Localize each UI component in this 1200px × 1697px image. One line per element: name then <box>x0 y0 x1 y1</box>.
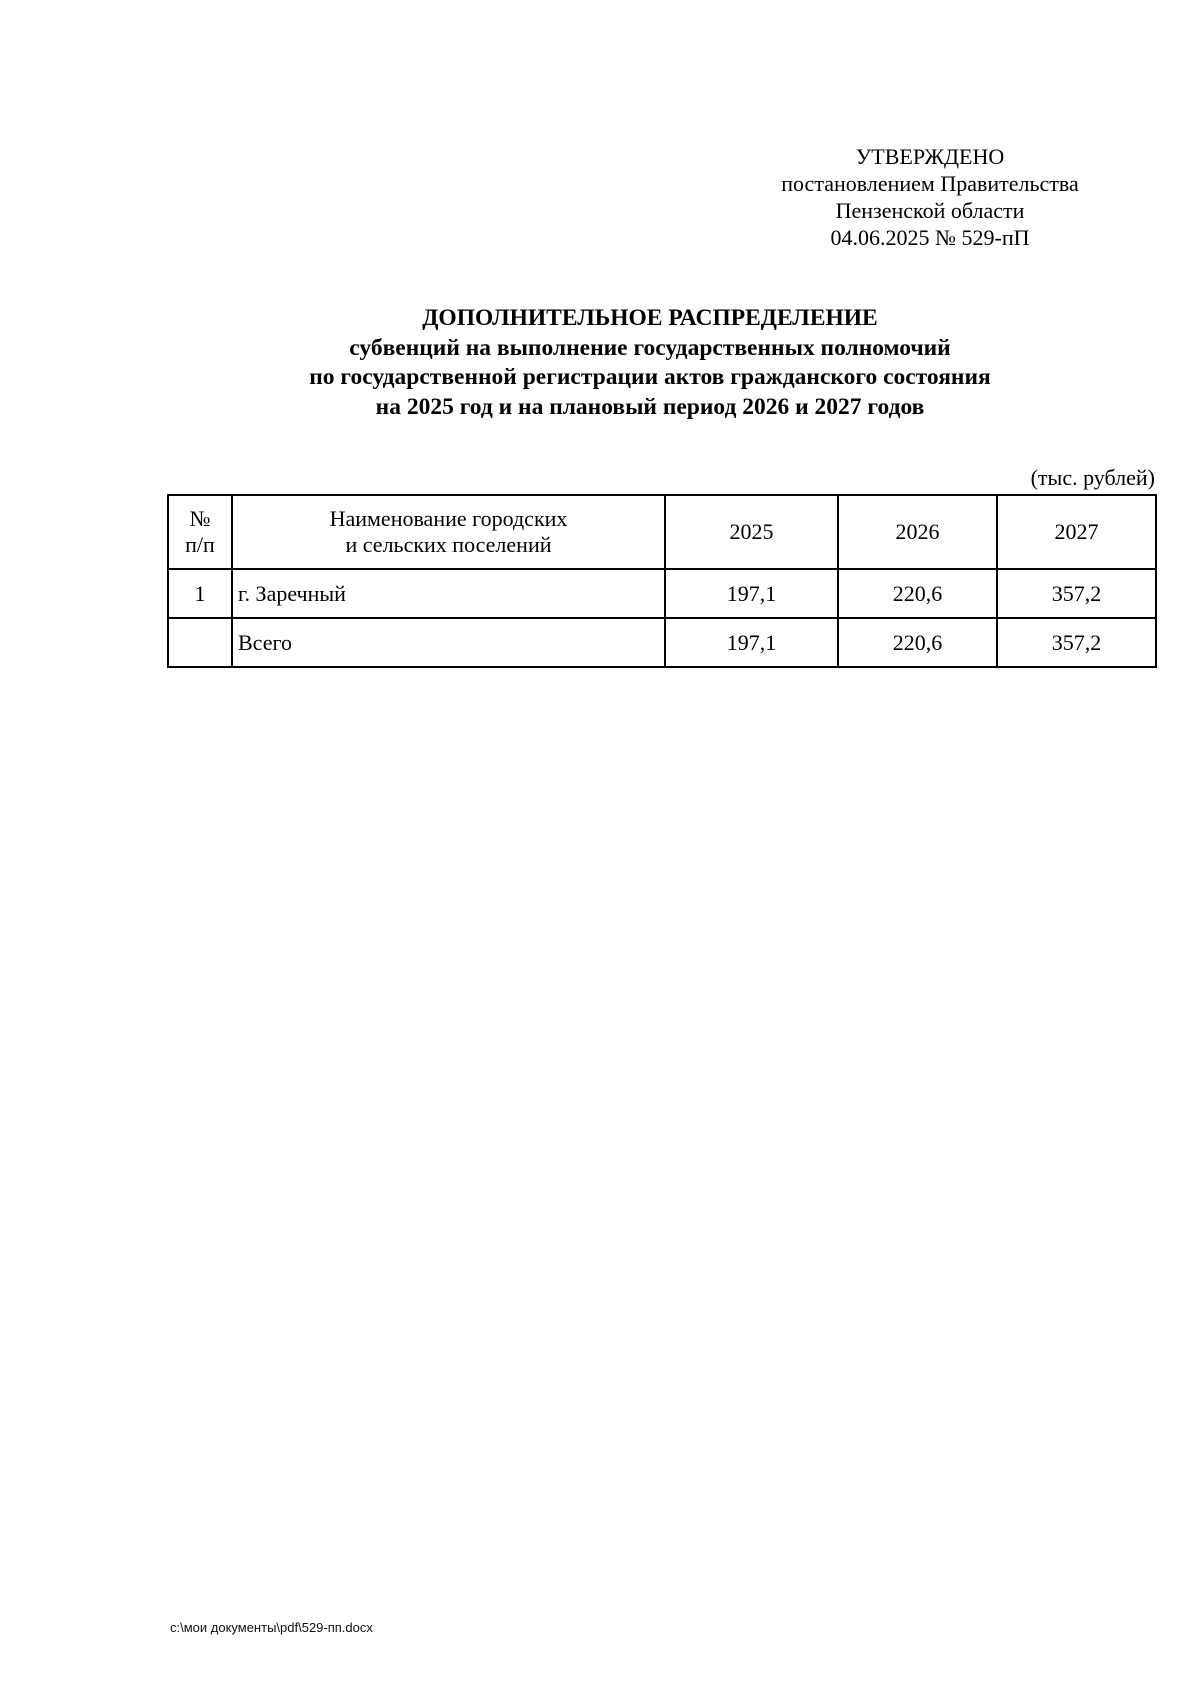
row-value-2026: 220,6 <box>838 618 997 667</box>
header-2027: 2027 <box>997 495 1156 569</box>
table-row <box>168 569 1156 618</box>
header-number: № п/п <box>168 495 232 569</box>
title-line: на 2025 год и на плановый период 2026 и 2027 годов <box>375 393 925 420</box>
approval-stamp <box>760 143 1100 251</box>
title-line: по государственной регистрации актов гражданского состояния <box>309 364 991 390</box>
header-2026: 2026 <box>838 495 997 569</box>
footer-file-path: c:\мои документы\pdf\529-пп.docx <box>170 1620 373 1635</box>
title-line: ДОПОЛНИТЕЛЬНОЕ РАСПРЕДЕЛЕНИЕ <box>422 305 878 331</box>
document-title <box>160 304 1140 422</box>
row-name: г. Заречный <box>232 569 665 618</box>
row-value-2025: 197,1 <box>665 569 838 618</box>
row-value-2025: 197,1 <box>665 618 838 667</box>
header-2025: 2025 <box>665 495 838 569</box>
approval-heading: УТВЕРЖДЕНО <box>855 144 1005 169</box>
row-value-2027: 357,2 <box>997 569 1156 618</box>
distribution-table <box>167 494 1157 668</box>
table-header-row <box>168 495 1156 569</box>
approval-line: Пензенской области <box>835 198 1025 223</box>
row-value-2026: 220,6 <box>838 569 997 618</box>
row-value-2027: 357,2 <box>997 618 1156 667</box>
units-label: (тыс. рублей) <box>1030 465 1155 490</box>
table-total-row <box>168 618 1156 667</box>
title-line: субвенций на выполнение государственных полномочий <box>349 334 951 361</box>
approval-line: постановлением Правительства <box>781 171 1079 196</box>
row-number <box>168 618 232 667</box>
row-number: 1 <box>168 569 232 618</box>
approval-date-number: 04.06.2025 № 529-пП <box>830 225 1030 250</box>
row-name: Всего <box>232 618 665 667</box>
header-name: Наименование городских и сельских поселений <box>232 495 665 569</box>
